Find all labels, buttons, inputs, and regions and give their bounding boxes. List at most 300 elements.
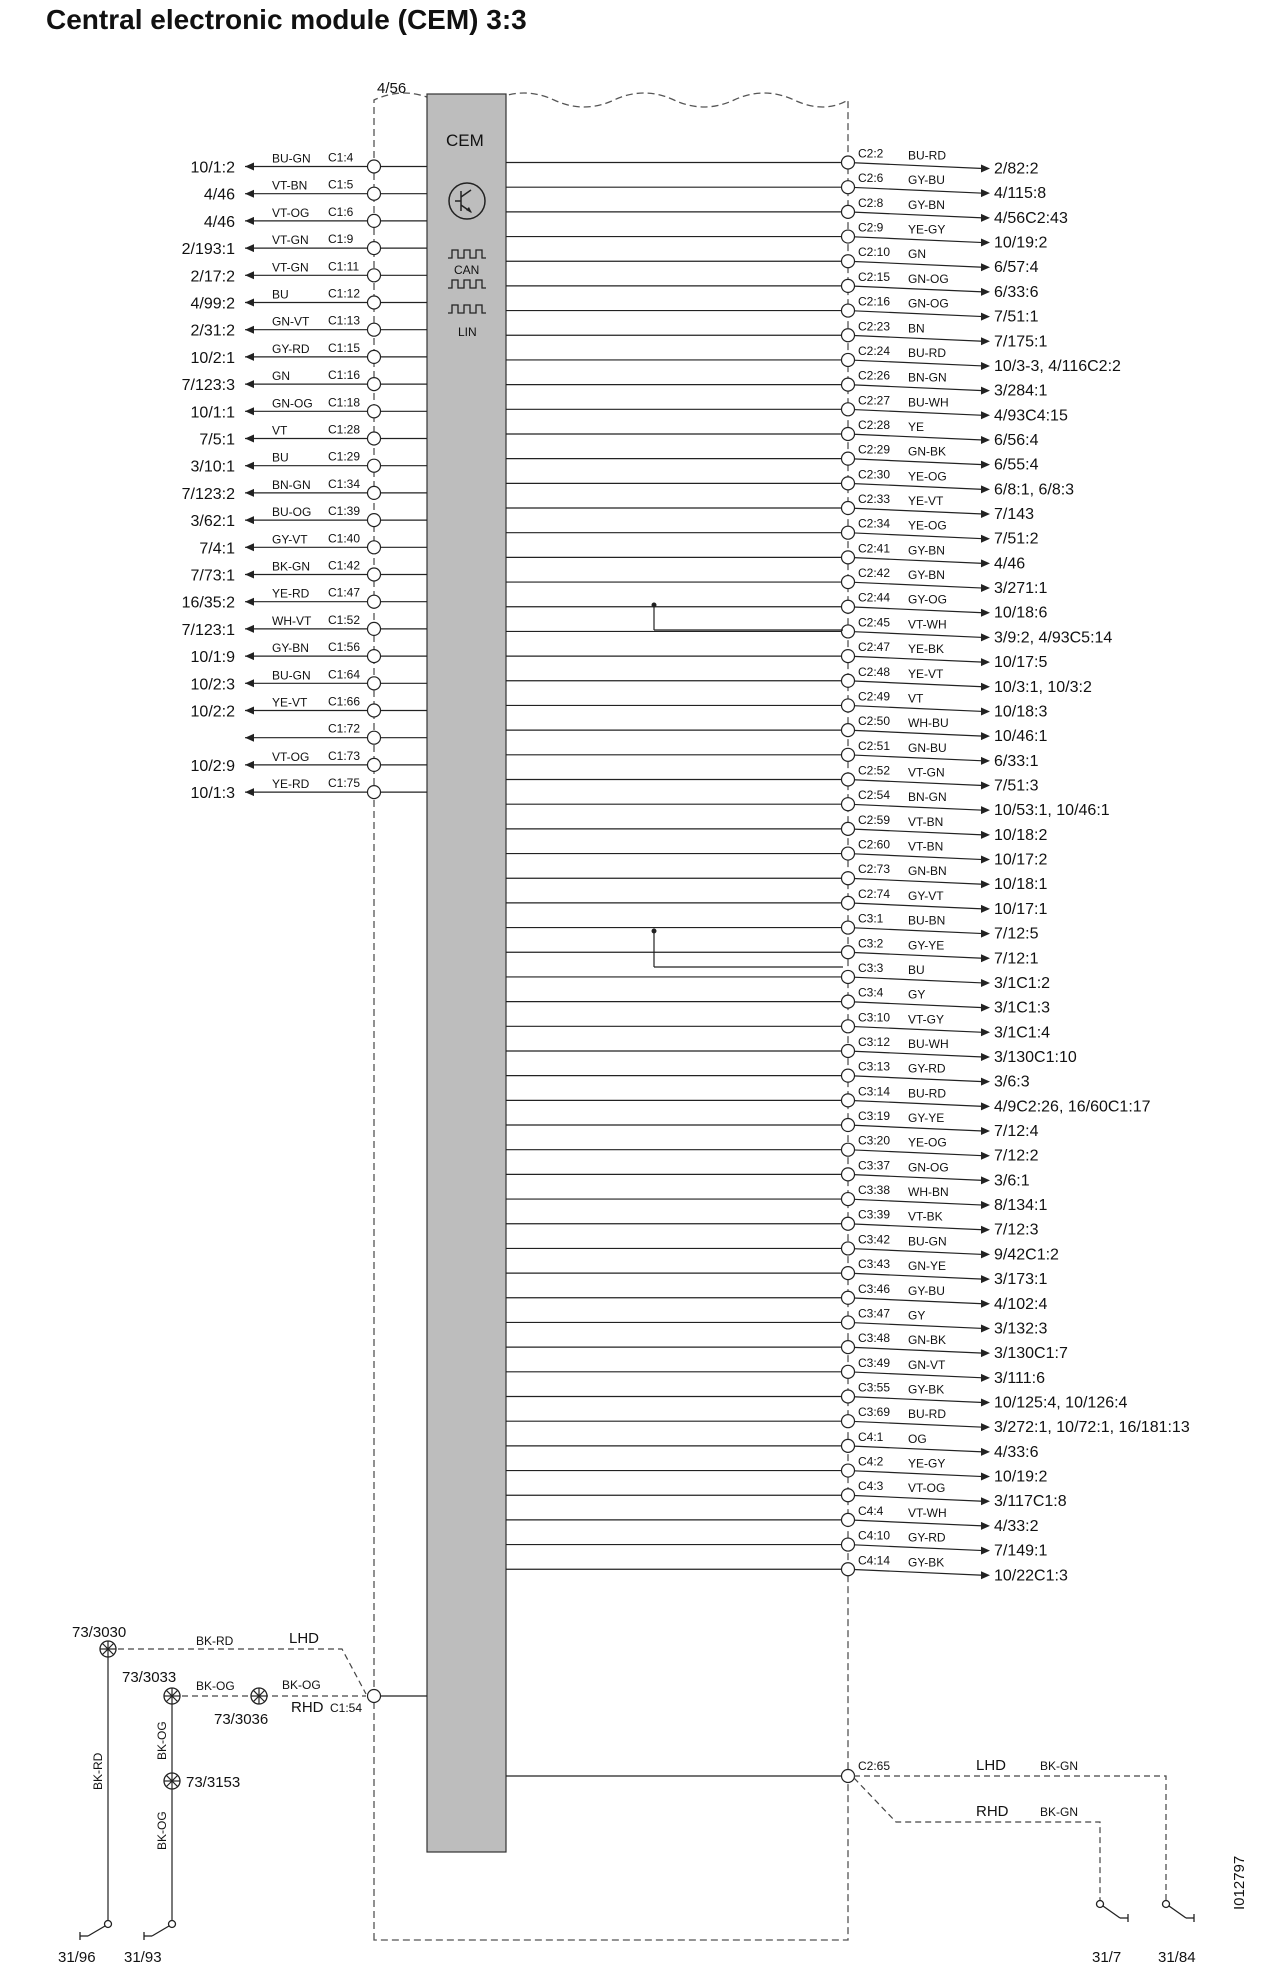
wire-color-label: WH-BU xyxy=(908,716,949,731)
ground-circuit-right xyxy=(506,1757,1196,1966)
pin-label: C1:5 xyxy=(328,177,354,192)
arrow-icon xyxy=(981,535,990,543)
arrow-icon xyxy=(981,1473,990,1481)
target-reference: 10/18:2 xyxy=(994,826,1048,844)
target-reference: 3/272:1, 10/72:1, 16/181:13 xyxy=(994,1419,1190,1437)
target-reference: 4/46 xyxy=(203,186,235,204)
left-pin-row xyxy=(191,504,427,530)
left-pin-row xyxy=(245,722,427,745)
wire-color-label: GN-OG xyxy=(908,1160,949,1175)
right-pin-row xyxy=(506,1208,1039,1239)
pin-label: C1:73 xyxy=(328,748,361,763)
left-pin-row xyxy=(204,205,427,231)
wire xyxy=(848,335,983,341)
splice-label: 73/3030 xyxy=(72,1624,127,1641)
pin-label: C2:51 xyxy=(858,738,891,753)
wire xyxy=(848,1569,983,1575)
connector-pin xyxy=(842,452,855,465)
splice-label: 73/3036 xyxy=(214,1711,269,1728)
arrow-icon xyxy=(245,353,254,361)
target-reference: 8/134:1 xyxy=(994,1197,1048,1215)
wire-color-label: VT-GN xyxy=(908,765,945,780)
wire xyxy=(848,1150,983,1156)
right-pin-row xyxy=(506,862,1047,893)
pin-label: C3:39 xyxy=(858,1207,891,1222)
wire xyxy=(848,878,983,884)
pin-label: C1:64 xyxy=(328,667,361,682)
right-pin-row xyxy=(506,591,1047,622)
wire-color-label: GY-BK xyxy=(908,1382,945,1397)
left-connector-group xyxy=(182,151,427,803)
pin-label: C3:1 xyxy=(858,911,884,926)
connector-pin xyxy=(842,1242,855,1255)
arrow-icon xyxy=(981,1423,990,1431)
wire-color-label: GY-RD xyxy=(908,1061,946,1076)
target-reference: 2/31:2 xyxy=(190,322,235,340)
wire-color-label: BK-GN xyxy=(1040,1759,1079,1773)
wire xyxy=(848,187,983,193)
pin-label: C2:27 xyxy=(858,393,891,408)
left-pin-row xyxy=(191,259,427,285)
wire xyxy=(848,1051,983,1057)
wire-color-label: BU-GN xyxy=(272,151,311,166)
connector-pin xyxy=(368,432,381,445)
connector-pin xyxy=(842,872,855,885)
arrow-icon xyxy=(981,559,990,567)
wire-color-label: BK-OG xyxy=(155,1721,169,1760)
arrow-icon xyxy=(245,761,254,769)
target-reference: 10/19:2 xyxy=(994,1468,1048,1486)
wire-color-label: GN-BK xyxy=(908,1333,947,1348)
wire xyxy=(848,730,983,736)
left-pin-row xyxy=(182,477,427,503)
arrow-icon xyxy=(245,543,254,551)
wire-color-label: GY-VT xyxy=(908,888,944,903)
pin-label: C2:52 xyxy=(858,763,891,778)
target-reference: 4/99:2 xyxy=(190,295,235,313)
arrow-icon xyxy=(981,1571,990,1579)
wire xyxy=(848,952,983,958)
wire-color-label: BU xyxy=(908,962,925,977)
arrow-icon xyxy=(245,163,254,171)
arrow-icon xyxy=(981,584,990,592)
arrow-icon xyxy=(245,625,254,633)
pin-label: C3:55 xyxy=(858,1380,891,1395)
wire xyxy=(848,829,983,835)
target-reference: 7/12:3 xyxy=(994,1221,1039,1239)
arrow-icon xyxy=(981,1324,990,1332)
target-reference: 3/9:2, 4/93C5:14 xyxy=(994,629,1113,647)
pin-label: C3:13 xyxy=(858,1059,891,1074)
wire-color-label: BU-RD xyxy=(908,1407,946,1422)
wire-color-label: BK-GN xyxy=(1040,1805,1079,1819)
connector-pin xyxy=(842,427,855,440)
target-reference: 10/1:1 xyxy=(190,404,235,422)
pin-label: C2:54 xyxy=(858,788,891,803)
target-reference: 10/1:9 xyxy=(190,649,235,667)
target-reference: 3/173:1 xyxy=(994,1271,1048,1289)
connector-pin xyxy=(842,1563,855,1576)
right-pin-row xyxy=(506,1232,1059,1263)
wire-color-label: BN-GN xyxy=(908,790,947,805)
pin-label: C2:30 xyxy=(858,467,891,482)
arrow-icon xyxy=(981,880,990,888)
right-pin-row xyxy=(506,221,1047,252)
connector-pin xyxy=(842,1538,855,1551)
pin-label: C1:72 xyxy=(328,721,361,736)
target-reference: 7/4:1 xyxy=(199,540,235,558)
arrow-icon xyxy=(981,1547,990,1555)
arrow-icon xyxy=(981,1374,990,1382)
target-reference: 4/9C2:26, 16/60C1:17 xyxy=(994,1098,1151,1116)
wire-color-label: GN-OG xyxy=(272,396,313,411)
cem-module-body xyxy=(427,94,506,1852)
arrow-icon xyxy=(981,510,990,518)
right-pin-row xyxy=(506,1306,1047,1337)
target-reference: 4/93C4:15 xyxy=(994,407,1068,425)
connector-pin xyxy=(842,1044,855,1057)
wire xyxy=(848,1347,983,1353)
wire xyxy=(848,582,983,588)
connector-pin xyxy=(368,405,381,418)
wire-color-label: BK-GN xyxy=(272,559,311,574)
target-reference: 10/18:3 xyxy=(994,703,1048,721)
connector-pin xyxy=(368,786,381,799)
splice-label: 73/3033 xyxy=(122,1669,177,1686)
target-reference: 10/1:2 xyxy=(190,159,235,177)
pin-label: C3:2 xyxy=(858,936,884,951)
connector-pin xyxy=(842,970,855,983)
left-pin-row xyxy=(191,450,427,476)
connector-pin xyxy=(842,156,855,169)
target-reference: 3/6:1 xyxy=(994,1172,1030,1190)
connector-pin xyxy=(842,1143,855,1156)
pin-label: C2:15 xyxy=(858,269,891,284)
wire-color-label: GY-YE xyxy=(908,938,945,953)
pin-label: C3:14 xyxy=(858,1084,891,1099)
connector-pin xyxy=(842,403,855,416)
pin-label: C1:42 xyxy=(328,558,361,573)
target-reference: 3/1C1:4 xyxy=(994,1024,1051,1042)
connector-pin xyxy=(842,526,855,539)
wire xyxy=(848,755,983,761)
right-pin-row xyxy=(506,1479,1067,1510)
connector-pin xyxy=(842,255,855,268)
connector-pin xyxy=(842,477,855,490)
splice-icon xyxy=(100,1641,116,1657)
left-pin-row xyxy=(182,613,427,639)
wire-color-label: BK-OG xyxy=(282,1678,321,1692)
connector-pin xyxy=(368,731,381,744)
arrow-icon xyxy=(981,263,990,271)
arrow-icon xyxy=(981,1275,990,1283)
wire-color-label: GY-BU xyxy=(908,1283,945,1298)
pin-label: C2:44 xyxy=(858,590,891,605)
lin-label: LIN xyxy=(458,325,477,339)
target-reference: 9/42C1:2 xyxy=(994,1246,1059,1264)
target-reference: 7/51:3 xyxy=(994,777,1039,795)
wire-color-label: GY-RD xyxy=(272,341,310,356)
wire-color-label: GN xyxy=(908,247,926,262)
pin-label: C3:38 xyxy=(858,1183,891,1198)
pin-label: C1:66 xyxy=(328,694,361,709)
target-reference: 3/111:6 xyxy=(994,1369,1046,1387)
target-reference: 7/149:1 xyxy=(994,1542,1048,1560)
right-pin-row xyxy=(506,986,1050,1017)
pin-label: C3:10 xyxy=(858,1010,891,1025)
target-reference: 3/271:1 xyxy=(994,580,1048,598)
wire-color-label: BU-GN xyxy=(272,668,311,683)
pin-label: C1:34 xyxy=(328,476,361,491)
target-reference: 3/130C1:7 xyxy=(994,1345,1068,1363)
pin-label: C1:13 xyxy=(328,313,361,328)
wire xyxy=(848,1248,983,1254)
pin-label: C2:9 xyxy=(858,220,884,235)
pin-label: C2:74 xyxy=(858,886,891,901)
connector-pin xyxy=(368,296,381,309)
arrow-icon xyxy=(245,190,254,198)
target-reference: 7/12:5 xyxy=(994,925,1039,943)
arrow-icon xyxy=(981,1004,990,1012)
wire-color-label: GY-BK xyxy=(908,1555,945,1570)
connector-pin xyxy=(842,181,855,194)
left-pin-row xyxy=(182,368,427,394)
right-pin-row xyxy=(506,1035,1077,1066)
pin-label: C4:4 xyxy=(858,1503,884,1518)
target-reference: 10/46:1 xyxy=(994,728,1048,746)
arrow-icon xyxy=(981,1028,990,1036)
target-reference: 6/33:6 xyxy=(994,283,1039,301)
right-pin-row xyxy=(506,887,1047,918)
target-reference: 3/284:1 xyxy=(994,382,1048,400)
arrow-icon xyxy=(981,1102,990,1110)
wire-color-label: VT-OG xyxy=(272,205,310,220)
arrow-icon xyxy=(245,679,254,687)
wire xyxy=(848,385,983,391)
right-pin-row xyxy=(506,418,1039,449)
arrow-icon xyxy=(981,485,990,493)
wire xyxy=(848,681,983,687)
arrow-icon xyxy=(981,757,990,765)
wire-color-label: VT-BN xyxy=(908,814,944,829)
connector-pin xyxy=(842,353,855,366)
wire-color-label: GY xyxy=(908,987,926,1002)
arrow-icon xyxy=(981,214,990,222)
wire-color-label: YE-OG xyxy=(908,469,947,484)
connector-pin xyxy=(842,1464,855,1477)
arrow-icon xyxy=(981,436,990,444)
connector-pin xyxy=(368,650,381,663)
target-reference: 7/12:2 xyxy=(994,1147,1039,1165)
right-pin-row xyxy=(506,1455,1047,1486)
pin-label: C1:16 xyxy=(328,368,361,383)
page-title: Central electronic module (CEM) 3:3 xyxy=(46,4,527,35)
wire-color-label: VT-OG xyxy=(908,1481,946,1496)
wire-color-label: BU xyxy=(272,287,289,302)
target-reference: 7/123:1 xyxy=(181,621,235,639)
connector-pin xyxy=(842,995,855,1008)
pin-label: C2:49 xyxy=(858,689,891,704)
connector-pin xyxy=(368,704,381,717)
target-reference: 6/8:1, 6/8:3 xyxy=(994,481,1075,499)
target-reference: 3/10:1 xyxy=(190,458,235,476)
wire-color-label: OG xyxy=(908,1431,927,1446)
arrow-icon xyxy=(981,930,990,938)
left-pin-row xyxy=(191,776,427,802)
wire-color-label: VT-BN xyxy=(908,839,944,854)
connector-pin xyxy=(842,674,855,687)
left-pin-row xyxy=(191,667,427,693)
wire xyxy=(848,1545,983,1551)
arrow-icon xyxy=(245,571,254,579)
wire-color-label: BK-OG xyxy=(196,1679,235,1693)
right-pin-row xyxy=(506,1331,1068,1362)
connector-pin xyxy=(842,822,855,835)
right-pin-row xyxy=(506,295,1039,326)
wire xyxy=(848,409,983,415)
pin-label: C3:69 xyxy=(858,1405,891,1420)
ground-icon xyxy=(80,1921,176,1941)
arrow-icon xyxy=(981,411,990,419)
wire-color-label: GY-YE xyxy=(908,1111,945,1126)
wire xyxy=(848,261,983,267)
wire xyxy=(848,1298,983,1304)
connector-pin xyxy=(842,1168,855,1181)
wire-color-label: GN-YE xyxy=(908,1259,947,1274)
pin-label: C1:15 xyxy=(328,340,361,355)
pin-label: C2:41 xyxy=(858,541,891,556)
wire-color-label: BK-RD xyxy=(196,1634,234,1648)
arrow-icon xyxy=(981,609,990,617)
wire xyxy=(848,780,983,786)
wire xyxy=(848,705,983,711)
wire xyxy=(848,1520,983,1526)
wire xyxy=(848,1125,983,1131)
right-pin-row xyxy=(506,961,1050,992)
arrow-icon xyxy=(981,1226,990,1234)
wire-color-label: GN-BN xyxy=(908,864,947,879)
target-reference: 4/46 xyxy=(994,555,1026,573)
connector-pin xyxy=(368,378,381,391)
arrow-icon xyxy=(981,856,990,864)
wire xyxy=(848,1273,983,1279)
connector-pin xyxy=(842,1489,855,1502)
wire xyxy=(848,1076,983,1082)
wire-color-label: YE-RD xyxy=(272,586,310,601)
wire xyxy=(848,508,983,514)
left-pin-row xyxy=(182,586,427,612)
target-reference: 6/56:4 xyxy=(994,431,1039,449)
right-pin-row xyxy=(506,517,1039,548)
variant-label: LHD xyxy=(976,1757,1007,1774)
pin-label: C3:43 xyxy=(858,1257,891,1272)
arrow-icon xyxy=(981,337,990,345)
connector-pin xyxy=(842,1415,855,1428)
left-pin-row xyxy=(191,341,427,367)
wire-color-label: VT-BN xyxy=(272,178,308,193)
wire xyxy=(848,656,983,662)
pin-label: C3:19 xyxy=(858,1109,891,1124)
pin-label: C2:65 xyxy=(858,1759,891,1773)
right-pin-row xyxy=(506,245,1039,276)
right-pin-row xyxy=(506,714,1047,745)
connector-pin xyxy=(368,541,381,554)
arrow-icon xyxy=(981,831,990,839)
left-pin-row xyxy=(191,749,427,775)
wire-color-label: GY-BN xyxy=(272,641,309,656)
connector-pin xyxy=(842,1217,855,1230)
target-reference: 6/33:1 xyxy=(994,752,1039,770)
wire xyxy=(848,928,983,934)
pin-label: C1:12 xyxy=(328,286,361,301)
arrow-icon xyxy=(981,1176,990,1184)
target-reference: 10/22C1:3 xyxy=(994,1567,1068,1585)
right-pin-row xyxy=(506,1109,1039,1140)
pin-label: C2:45 xyxy=(858,615,891,630)
target-reference: 4/46 xyxy=(203,213,235,231)
right-pin-row xyxy=(506,467,1074,498)
arrow-icon xyxy=(981,1201,990,1209)
right-pin-row xyxy=(506,1504,1039,1535)
arrow-icon xyxy=(981,239,990,247)
can-label: CAN xyxy=(454,263,480,277)
arrow-icon xyxy=(245,598,254,606)
ground-icon xyxy=(1097,1901,1195,1923)
target-reference: 10/17:5 xyxy=(994,654,1048,672)
right-pin-row xyxy=(506,739,1039,770)
wire xyxy=(848,854,983,860)
right-pin-row xyxy=(506,1010,1050,1041)
target-reference: 7/12:1 xyxy=(994,950,1039,968)
arrow-icon xyxy=(981,732,990,740)
arrow-icon xyxy=(981,288,990,296)
pin-label: C3:46 xyxy=(858,1281,891,1296)
connector-pin xyxy=(842,748,855,761)
arrow-icon xyxy=(981,313,990,321)
target-reference: 7/51:2 xyxy=(994,530,1039,548)
wire-color-label: GY xyxy=(908,1308,926,1323)
pin-label: C3:49 xyxy=(858,1355,891,1370)
wire-color-label: BU-RD xyxy=(908,345,946,360)
wire-color-label: VT-GN xyxy=(272,260,309,275)
pin-label: C1:52 xyxy=(328,612,361,627)
target-reference: 4/102:4 xyxy=(994,1295,1048,1313)
wire xyxy=(848,459,983,465)
pin-label: C1:29 xyxy=(328,449,361,464)
ground-point-label: 31/96 xyxy=(58,1949,96,1966)
arrow-icon xyxy=(245,407,254,415)
pin-label: C2:42 xyxy=(858,566,891,581)
target-reference: 10/1:3 xyxy=(190,785,235,803)
wire-color-label: VT-BK xyxy=(908,1209,943,1224)
arrow-icon xyxy=(981,387,990,395)
wire-color-label: GN-OG xyxy=(908,271,949,286)
target-reference: 10/18:6 xyxy=(994,604,1048,622)
target-reference: 10/18:1 xyxy=(994,876,1048,894)
wire-color-label: YE-VT xyxy=(272,695,308,710)
connector-pin xyxy=(842,1094,855,1107)
connector-pin xyxy=(368,595,381,608)
wire xyxy=(848,533,983,539)
connector-pin xyxy=(842,205,855,218)
right-pin-row xyxy=(506,1060,1030,1091)
connector-pin xyxy=(842,279,855,292)
right-pin-row xyxy=(506,764,1039,795)
ground-point-label: 31/7 xyxy=(1092,1949,1122,1966)
wire xyxy=(848,1174,983,1180)
wire xyxy=(848,804,983,810)
right-pin-row xyxy=(506,1183,1047,1214)
